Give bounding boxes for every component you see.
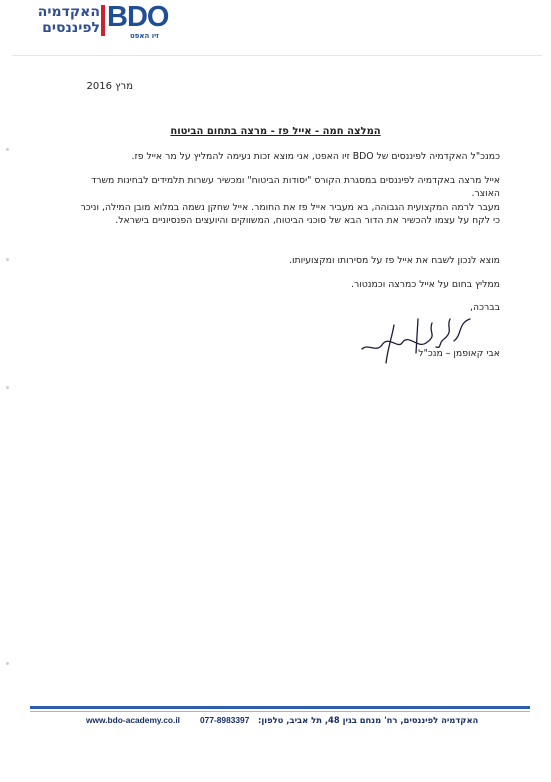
logo-brand: BDO — [107, 1, 169, 33]
margin-mark — [6, 258, 9, 261]
margin-mark — [6, 386, 9, 389]
footer-phone: 077-8983397 — [200, 715, 250, 725]
paragraph-2: אייל מרצה באקדמיה לפיננסים במסגרת הקורס "יסודות הביטוח" ומכשיר עשרות תלמידים לבחינות משרד האוצר. — [91, 175, 500, 199]
footer-website[interactable]: www.bdo-academy.co.il — [86, 715, 181, 725]
margin-mark — [6, 148, 9, 151]
margin-mark — [6, 662, 9, 665]
logo-subtitle: זיו האפט — [130, 32, 159, 40]
paragraph-5: ממליץ בחום על אייל כמרצה וכמנטור. — [350, 279, 500, 290]
letter-date: מרץ 2016 — [86, 81, 133, 92]
logo-hebrew — [14, 4, 100, 36]
paragraph-4: מוצא לנכון לשבח את אייל פז על מסירותו ומקצועיותו. — [288, 255, 500, 266]
footer-divider-thick — [30, 706, 530, 709]
paragraph-3: מעבר לרמה המקצועית הגבוהה, בא מעביר אייל פז את החומר. אייל שחקן נשמה במלוא מובן המילה, וניכר כי לקח על עצמו להכשיר את הדור הבא של סוכני הביטוח, המשווקים והיועצים הפנסיוניים בישראל. — [80, 202, 500, 226]
signatory: אבי קאופמן – מנכ"ל — [418, 348, 500, 359]
logo-hebrew-line2: לפיננסים — [42, 20, 100, 36]
letter-title: המלצה חמה - אייל פז - מרצה בתחום הביטוח — [170, 126, 381, 137]
footer-address: האקדמיה לפיננסים, רח' מנחם בגין 48, תל אביב, טלפון: — [258, 715, 479, 725]
header-divider — [12, 55, 542, 56]
logo-hebrew-line1: האקדמיה — [37, 4, 100, 20]
closing: בברכה, — [470, 302, 500, 313]
footer-divider-thin — [30, 711, 530, 712]
logo-red-bar — [101, 5, 105, 36]
paragraph-1: כמנכ"ל האקדמיה לפיננסים של BDO זיו האפט, אני מוצא זכות נעימה להמליץ על מר אייל פז. — [131, 151, 500, 162]
